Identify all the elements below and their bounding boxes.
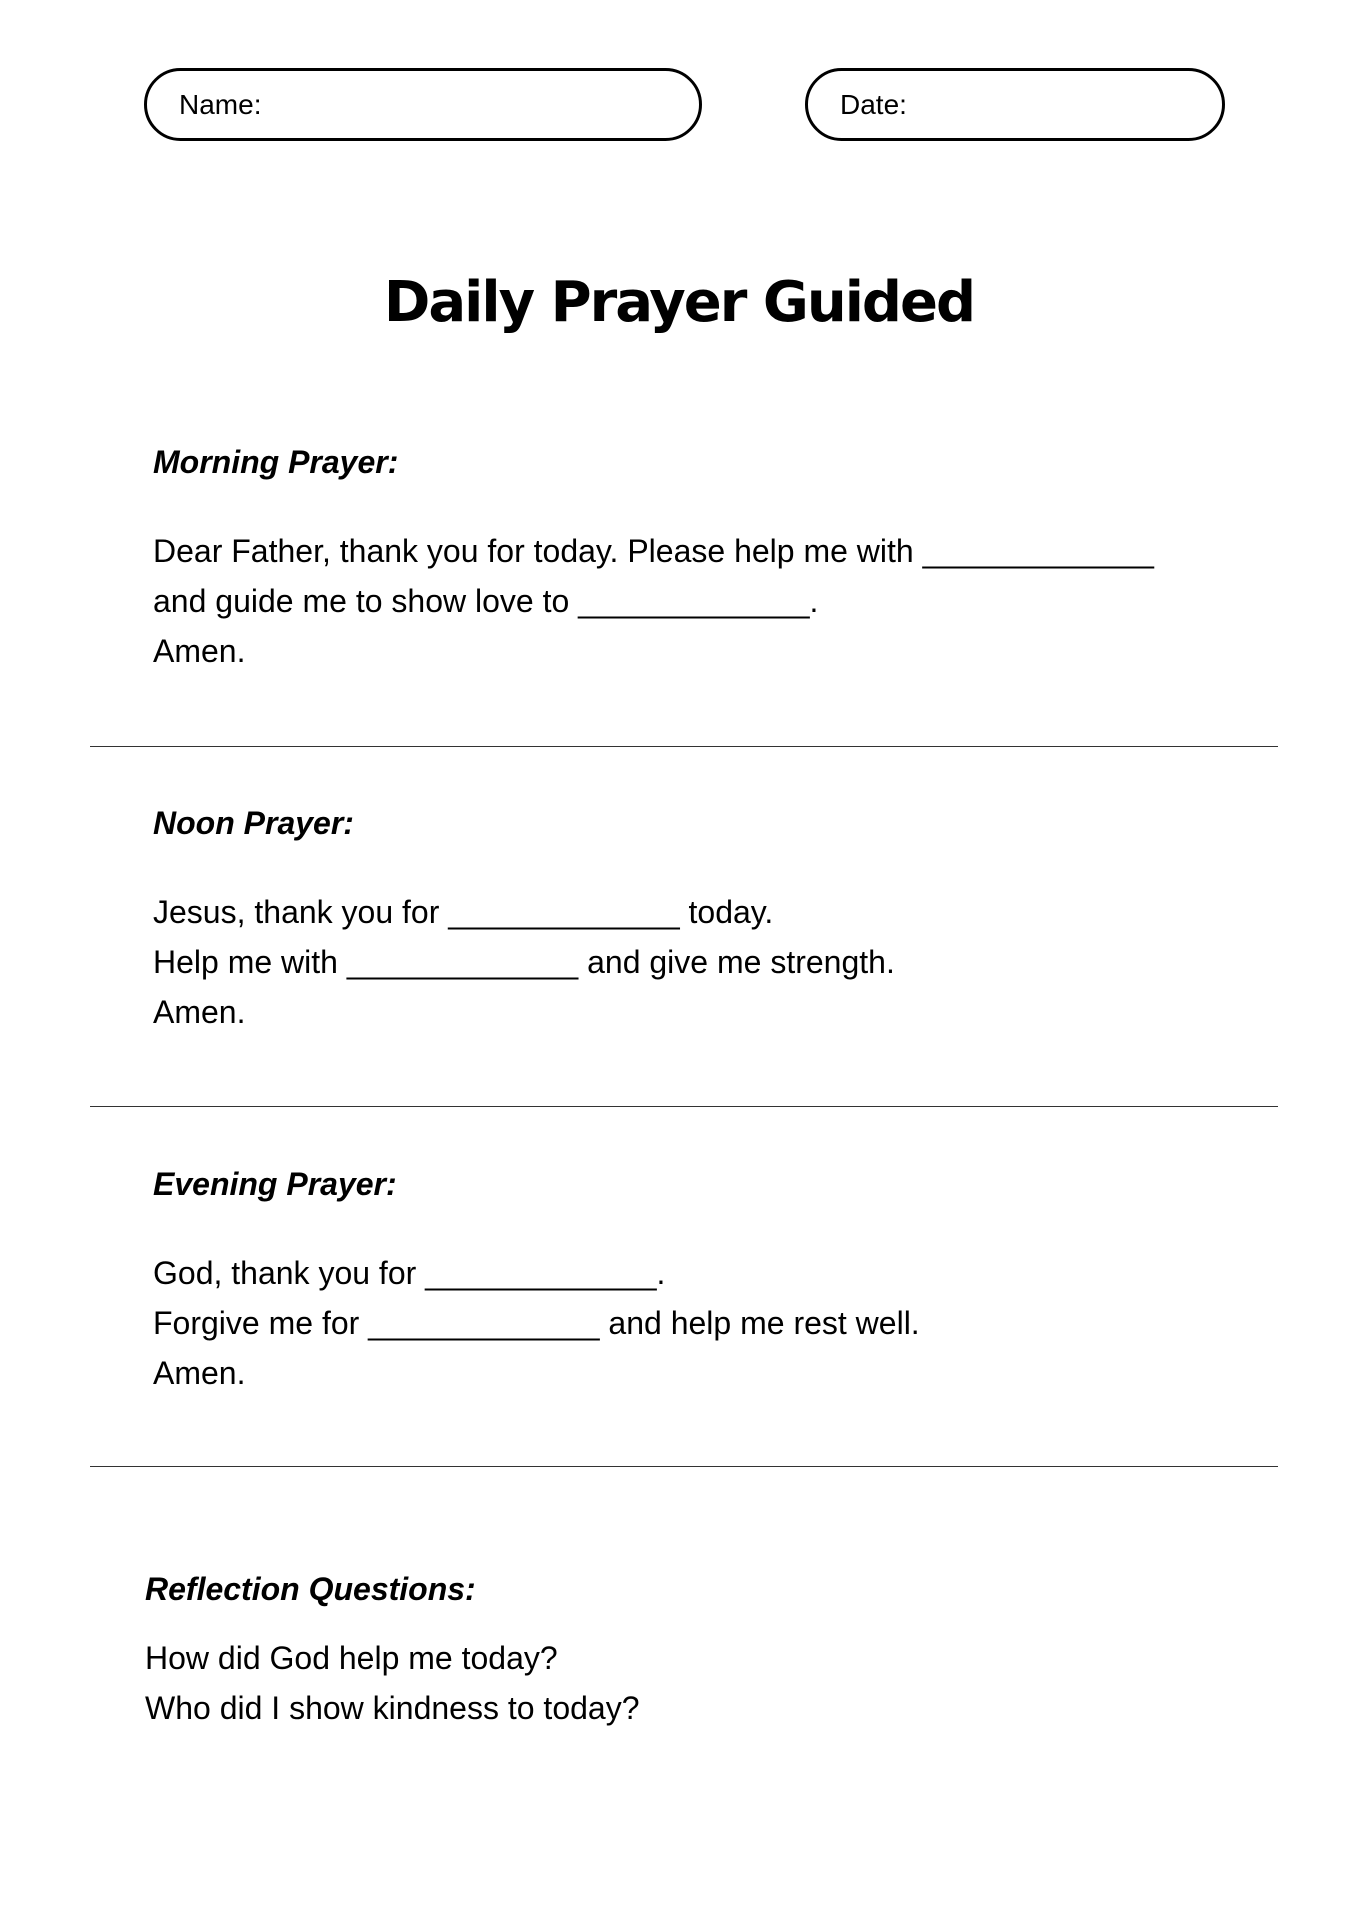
evening-prayer-line: Amen. (153, 1355, 246, 1391)
morning-prayer-line: Amen. (153, 633, 246, 669)
section-divider (90, 1466, 1278, 1467)
morning-prayer-line: and guide me to show love to _____________. (153, 583, 819, 619)
noon-prayer-line: Help me with _____________ and give me strength. (153, 944, 895, 980)
date-field[interactable] (805, 68, 1225, 141)
reflection-question: Who did I show kindness to today? (145, 1690, 640, 1726)
noon-prayer-section (153, 803, 1273, 1037)
morning-prayer-line: Dear Father, thank you for today. Please help me with _____________ (153, 533, 1154, 569)
section-divider (90, 746, 1278, 747)
evening-prayer-heading: Evening Prayer: (153, 1166, 397, 1202)
date-label: Date: (840, 88, 907, 120)
reflection-heading: Reflection Questions: (145, 1571, 476, 1607)
evening-prayer-section (153, 1164, 1273, 1398)
evening-prayer-line: God, thank you for _____________. (153, 1255, 666, 1291)
evening-prayer-line: Forgive me for _____________ and help me rest well. (153, 1305, 920, 1341)
noon-prayer-heading: Noon Prayer: (153, 805, 354, 841)
name-field[interactable] (144, 68, 702, 141)
morning-prayer-heading: Morning Prayer: (153, 444, 399, 480)
morning-prayer-section (153, 442, 1273, 676)
reflection-section (145, 1569, 1265, 1733)
name-label: Name: (179, 88, 262, 120)
section-divider (90, 1106, 1278, 1107)
reflection-question: How did God help me today? (145, 1640, 558, 1676)
page-title: Daily Prayer Guided (383, 270, 975, 335)
noon-prayer-line: Jesus, thank you for _____________ today. (153, 894, 774, 930)
noon-prayer-line: Amen. (153, 994, 246, 1030)
